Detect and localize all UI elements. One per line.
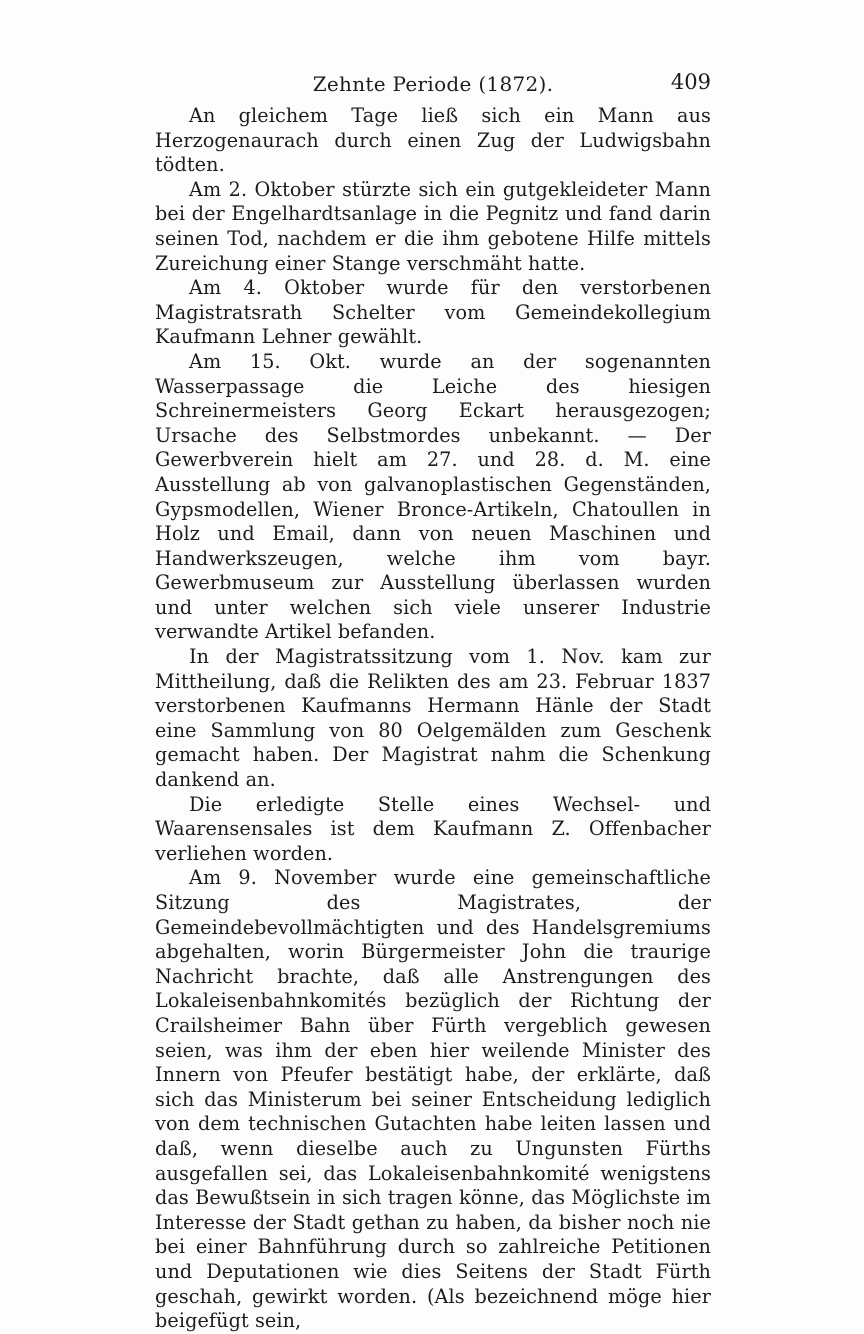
paragraph: Die erledigte Stelle eines Wechsel- und Waarensensales ist dem Kaufmann Z. Offenbacher verliehen worden. (155, 792, 711, 865)
paragraph: An gleichem Tage ließ sich ein Mann aus Herzogenaurach durch einen Zug der Ludwigsbahn tödten. (155, 104, 711, 177)
paragraph: Am 4. Oktober wurde für den verstorbenen Magistratsrath Schelter vom Gemeindekollegium Kaufmann Lehner gewählt. (155, 276, 711, 349)
body-text (155, 104, 711, 1334)
document-page (155, 70, 711, 1334)
paragraph: Am 2. Oktober stürzte sich ein gutgekleideter Mann bei der Engelhardtsanlage in die Pegnitz und fand darin seinen Tod, nachdem er die ihm gebotene Hilfe mittels Zureichung einer Stange verschmäht hatte. (155, 177, 711, 275)
paragraph: Am 9. November wurde eine gemeinschaftliche Sitzung des Magistrates, der Gemeindebevollmächtigten und des Handelsgremiums abgehalten, worin Bürgermeister John die traurige Nachricht brachte, daß alle Anstrengungen des Lokaleisenbahnkomités bezüglich der Richtung der Crailsheimer Bahn über Fürth vergeblich gewesen seien, was ihm der eben hier weilende Minister des Innern von Pfeufer bestätigt habe, der erklärte, daß sich das Ministerum bei seiner Entscheidung lediglich von dem technischen Gutachten habe leiten lassen und daß, wenn dieselbe auch zu Ungunsten Fürths ausgefallen sei, das Lokaleisenbahnkomité wenigstens das Bewußtsein in sich tragen könne, das Möglichste im Interesse der Stadt gethan zu haben, da bisher noch nie bei einer Bahnführung durch so zahlreiche Petitionen und Deputationen wie dies Seitens der Stadt Fürth geschah, gewirkt worden. (Als bezeichnend möge hier beigefügt sein, (155, 866, 711, 1333)
paragraph: In der Magistratssitzung vom 1. Nov. kam zur Mittheilung, daß die Relikten des am 23. Februar 1837 verstorbenen Kaufmanns Hermann Hänle der Stadt eine Sammlung von 80 Oelgemälden zum Geschenk gemacht haben. Der Magistrat nahm die Schenkung dankend an. (155, 645, 711, 792)
running-title: Zehnte Periode (1872). (312, 72, 554, 96)
running-header (155, 70, 711, 104)
paragraph: Am 15. Okt. wurde an der sogenannten Wasserpassage die Leiche des hiesigen Schreinermeisters Georg Eckart herausgezogen; Ursache des Selbstmordes unbekannt. — Der Gewerbverein hielt am 27. und 28. d. M. eine Ausstellung ab von galvanoplastischen Gegenständen, Gypsmodellen, Wiener Bronce-Artikeln, Chatoullen in Holz und Email, dann von neuen Maschinen und Handwerkszeugen, welche ihm vom bayr. Gewerbmuseum zur Ausstellung überlassen wurden und unter welchen sich viele unserer Industrie verwandte Artikel befanden. (155, 349, 711, 644)
page-number: 409 (670, 70, 711, 94)
